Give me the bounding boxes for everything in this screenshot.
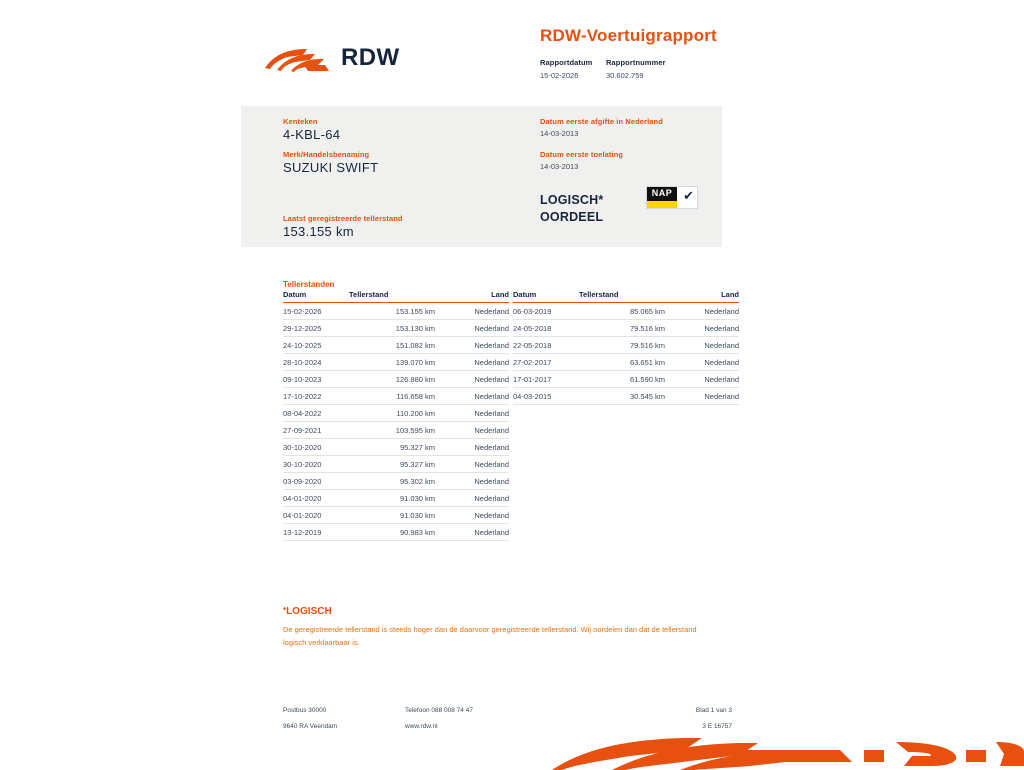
- cell-date: 29-12-2025: [283, 320, 349, 337]
- table-row: [283, 303, 509, 320]
- table-row: [283, 490, 509, 507]
- cell-date: 04-03-2015: [513, 388, 579, 405]
- table-row: [283, 354, 509, 371]
- rdw-arrow-logo-icon: [263, 44, 331, 74]
- footer-phone: Telefoon 088 008 74 47: [405, 707, 473, 714]
- cell-country: Nederland: [453, 422, 509, 439]
- odometer-section-title: Tellerstanden: [283, 280, 335, 289]
- verdict-line-1: LOGISCH*: [540, 193, 604, 207]
- footer-address-line-1: Postbus 30000: [283, 707, 327, 714]
- merk-value: SUZUKI SWIFT: [283, 160, 379, 175]
- cell-country: Nederland: [453, 354, 509, 371]
- cell-odometer: 103.595 km: [349, 422, 453, 439]
- rdw-logo: [263, 22, 513, 71]
- kenteken-label: Kenteken: [283, 117, 318, 126]
- rdw-wordmark: RDW: [341, 44, 400, 71]
- logisch-note-title: [283, 606, 332, 617]
- column-header-date: Datum: [283, 290, 349, 303]
- cell-odometer: 63.651 km: [579, 354, 683, 371]
- footer-form-code: 3 E 16757: [702, 723, 732, 730]
- table-row: [513, 337, 739, 354]
- cell-date: 06-03-2019: [513, 303, 579, 320]
- odometer-table-right: [513, 290, 739, 405]
- cell-odometer: 95.302 km: [349, 473, 453, 490]
- cell-odometer: 153.155 km: [349, 303, 453, 320]
- cell-odometer: 85.065 km: [579, 303, 683, 320]
- verdict-block: [540, 192, 603, 226]
- report-number-field: [606, 58, 696, 80]
- report-date-field: [540, 58, 602, 80]
- cell-odometer: 79.516 km: [579, 337, 683, 354]
- cell-date: 24-05-2018: [513, 320, 579, 337]
- cell-odometer: 79.516 km: [579, 320, 683, 337]
- cell-country: Nederland: [683, 337, 739, 354]
- first-admission-value: 14-03-2013: [540, 162, 579, 171]
- first-issue-label: Datum eerste afgifte in Nederland: [540, 117, 663, 126]
- last-odometer-label: Laatst geregistreerde tellerstand: [283, 214, 403, 223]
- cell-date: 30-10-2020: [283, 456, 349, 473]
- kenteken-value: 4-KBL-64: [283, 127, 341, 142]
- footer-address-line-2: 9640 RA Veendam: [283, 723, 338, 730]
- cell-odometer: 95.327 km: [349, 456, 453, 473]
- check-icon: ✔: [683, 188, 694, 203]
- verdict-line-2: OORDEEL: [540, 210, 604, 224]
- cell-odometer: 30.545 km: [579, 388, 683, 405]
- report-date-label: Rapportdatum: [540, 58, 593, 67]
- report-number-label: Rapportnummer: [606, 58, 666, 67]
- cell-date: 17-01-2017: [513, 371, 579, 388]
- footer-page-number: Blad 1 van 3: [695, 707, 732, 714]
- footer-contact: [405, 703, 473, 735]
- table-header-row: [513, 290, 739, 303]
- cell-country: Nederland: [453, 490, 509, 507]
- table-row: [283, 337, 509, 354]
- nap-badge-text: NAP: [647, 187, 677, 208]
- cell-date: 08-04-2022: [283, 405, 349, 422]
- cell-date: 22-05-2018: [513, 337, 579, 354]
- first-admission-label: Datum eerste toelating: [540, 150, 624, 159]
- footer-rdw-graphic-icon: [552, 736, 1024, 770]
- cell-odometer: 116.658 km: [349, 388, 453, 405]
- report-number-value: 30.602.759: [606, 71, 644, 80]
- column-header-country: Land: [683, 290, 739, 303]
- cell-date: 30-10-2020: [283, 439, 349, 456]
- cell-country: Nederland: [453, 303, 509, 320]
- cell-country: Nederland: [453, 507, 509, 524]
- cell-date: 13-12-2019: [283, 524, 349, 541]
- table-row: [283, 405, 509, 422]
- table-row: [283, 439, 509, 456]
- cell-country: Nederland: [453, 439, 509, 456]
- cell-odometer: 126.880 km: [349, 371, 453, 388]
- cell-country: Nederland: [453, 456, 509, 473]
- last-odometer-value: 153.155 km: [283, 224, 354, 239]
- cell-country: Nederland: [453, 473, 509, 490]
- cell-odometer: 139.070 km: [349, 354, 453, 371]
- cell-date: 15-02-2026: [283, 303, 349, 320]
- cell-country: Nederland: [683, 320, 739, 337]
- table-row: [283, 473, 509, 490]
- footnote-star: *: [283, 606, 287, 615]
- cell-date: 04-01-2020: [283, 490, 349, 507]
- nap-badge: [646, 186, 698, 209]
- cell-date: 27-02-2017: [513, 354, 579, 371]
- footer-website: www.rdw.nl: [405, 723, 438, 730]
- footer-address: [283, 703, 337, 735]
- nap-badge-stripe: [647, 201, 677, 208]
- cell-odometer: 151.082 km: [349, 337, 453, 354]
- first-issue-value: 14-03-2013: [540, 129, 579, 138]
- table-row: [513, 303, 739, 320]
- table-row: [283, 507, 509, 524]
- column-header-country: Land: [453, 290, 509, 303]
- cell-date: 27-09-2021: [283, 422, 349, 439]
- footer-page-info: [640, 703, 732, 735]
- cell-odometer: 61.590 km: [579, 371, 683, 388]
- merk-label: Merk/Handelsbenaming: [283, 150, 370, 159]
- cell-date: 17-10-2022: [283, 388, 349, 405]
- cell-date: 28-10-2024: [283, 354, 349, 371]
- cell-date: 24-10-2025: [283, 337, 349, 354]
- cell-country: Nederland: [683, 354, 739, 371]
- report-date-value: 15-02-2026: [540, 71, 579, 80]
- cell-country: Nederland: [683, 371, 739, 388]
- cell-odometer: 91.030 km: [349, 490, 453, 507]
- cell-date: 04-01-2020: [283, 507, 349, 524]
- table-row: [513, 354, 739, 371]
- cell-odometer: 91.030 km: [349, 507, 453, 524]
- table-row: [283, 456, 509, 473]
- column-header-odometer: Tellerstand: [579, 290, 683, 303]
- cell-country: Nederland: [453, 320, 509, 337]
- table-header-row: [283, 290, 509, 303]
- table-row: [283, 524, 509, 541]
- cell-odometer: 90.983 km: [349, 524, 453, 541]
- cell-date: 09-10-2023: [283, 371, 349, 388]
- page-title: RDW-Voertuigrapport: [540, 26, 717, 45]
- table-row: [513, 320, 739, 337]
- logisch-note-heading: LOGISCH: [286, 606, 332, 617]
- logisch-note-body: De geregistreerde tellerstand is steeds hoger dan de daarvoor geregistreerde tellerstand. Wij oordelen dan dat de tellerstand logisch verklaarbaar is.: [283, 625, 697, 647]
- cell-country: Nederland: [453, 524, 509, 541]
- cell-odometer: 153.130 km: [349, 320, 453, 337]
- cell-country: Nederland: [453, 388, 509, 405]
- cell-odometer: 110.200 km: [349, 405, 453, 422]
- column-header-odometer: Tellerstand: [349, 290, 453, 303]
- table-row: [513, 371, 739, 388]
- cell-country: Nederland: [453, 405, 509, 422]
- cell-date: 03-09-2020: [283, 473, 349, 490]
- table-row: [283, 320, 509, 337]
- cell-country: Nederland: [453, 337, 509, 354]
- odometer-table-left: [283, 290, 509, 541]
- table-row: [513, 388, 739, 405]
- cell-country: Nederland: [453, 371, 509, 388]
- cell-odometer: 95.327 km: [349, 439, 453, 456]
- table-row: [283, 388, 509, 405]
- column-header-date: Datum: [513, 290, 579, 303]
- cell-country: Nederland: [683, 303, 739, 320]
- table-row: [283, 422, 509, 439]
- table-row: [283, 371, 509, 388]
- cell-country: Nederland: [683, 388, 739, 405]
